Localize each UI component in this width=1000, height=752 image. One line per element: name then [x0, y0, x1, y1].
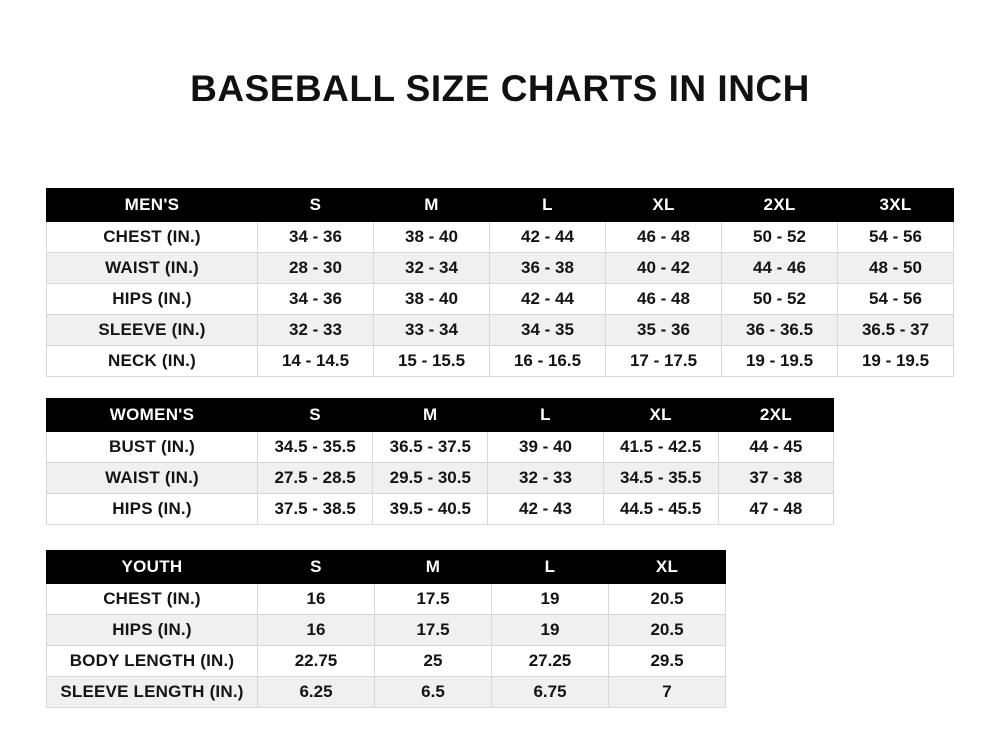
cell: 38 - 40	[374, 284, 490, 315]
table-row	[47, 646, 726, 677]
table-row	[47, 463, 834, 494]
row-label: HIPS (IN.)	[47, 284, 258, 315]
cell: 44.5 - 45.5	[603, 494, 718, 525]
cell: 32 - 34	[374, 253, 490, 284]
row-label: BODY LENGTH (IN.)	[47, 646, 258, 677]
cell: 20.5	[609, 584, 726, 615]
table-row	[47, 346, 954, 377]
cell: 47 - 48	[718, 494, 833, 525]
youth-size-header-l: L	[492, 551, 609, 584]
cell: 22.75	[258, 646, 375, 677]
table-row	[47, 494, 834, 525]
mens-size-header-xl: XL	[606, 189, 722, 222]
cell: 42 - 43	[488, 494, 603, 525]
page-title: BASEBALL SIZE CHARTS IN INCH	[190, 68, 810, 109]
mens-size-header-m: M	[374, 189, 490, 222]
cell: 42 - 44	[490, 222, 606, 253]
mens-table-body	[47, 222, 954, 377]
cell: 46 - 48	[606, 284, 722, 315]
cell: 16 - 16.5	[490, 346, 606, 377]
cell: 46 - 48	[606, 222, 722, 253]
cell: 16	[258, 615, 375, 646]
cell: 19	[492, 584, 609, 615]
cell: 38 - 40	[374, 222, 490, 253]
cell: 35 - 36	[606, 315, 722, 346]
womens-size-header-l: L	[488, 399, 603, 432]
row-label: HIPS (IN.)	[47, 615, 258, 646]
cell: 44 - 45	[718, 432, 833, 463]
youth-category-header: YOUTH	[47, 551, 258, 584]
mens-size-header-l: L	[490, 189, 606, 222]
cell: 27.25	[492, 646, 609, 677]
table-row	[47, 315, 954, 346]
cell: 29.5 - 30.5	[373, 463, 488, 494]
cell: 37.5 - 38.5	[258, 494, 373, 525]
cell: 14 - 14.5	[258, 346, 374, 377]
cell: 54 - 56	[838, 222, 954, 253]
cell: 39 - 40	[488, 432, 603, 463]
cell: 44 - 46	[722, 253, 838, 284]
youth-size-header-m: M	[375, 551, 492, 584]
row-label: SLEEVE (IN.)	[47, 315, 258, 346]
cell: 36.5 - 37	[838, 315, 954, 346]
cell: 19 - 19.5	[722, 346, 838, 377]
cell: 36 - 36.5	[722, 315, 838, 346]
row-label: BUST (IN.)	[47, 432, 258, 463]
table-header-row	[47, 189, 954, 222]
cell: 17.5	[375, 615, 492, 646]
mens-size-header-3xl: 3XL	[838, 189, 954, 222]
mens-category-header: MEN'S	[47, 189, 258, 222]
cell: 17.5	[375, 584, 492, 615]
mens-size-table	[46, 188, 954, 377]
cell: 6.75	[492, 677, 609, 708]
youth-table-body	[47, 584, 726, 708]
mens-table-header	[47, 189, 954, 222]
womens-category-header: WOMEN'S	[47, 399, 258, 432]
table-row	[47, 677, 726, 708]
cell: 27.5 - 28.5	[258, 463, 373, 494]
row-label: SLEEVE LENGTH (IN.)	[47, 677, 258, 708]
cell: 16	[258, 584, 375, 615]
cell: 25	[375, 646, 492, 677]
youth-table-header	[47, 551, 726, 584]
row-label: NECK (IN.)	[47, 346, 258, 377]
womens-size-header-s: S	[258, 399, 373, 432]
womens-table-header	[47, 399, 834, 432]
cell: 41.5 - 42.5	[603, 432, 718, 463]
table-row	[47, 584, 726, 615]
womens-table-body	[47, 432, 834, 525]
cell: 19	[492, 615, 609, 646]
cell: 29.5	[609, 646, 726, 677]
cell: 6.5	[375, 677, 492, 708]
cell: 28 - 30	[258, 253, 374, 284]
womens-size-header-m: M	[373, 399, 488, 432]
row-label: CHEST (IN.)	[47, 584, 258, 615]
cell: 36.5 - 37.5	[373, 432, 488, 463]
mens-size-header-2xl: 2XL	[722, 189, 838, 222]
cell: 7	[609, 677, 726, 708]
cell: 34 - 35	[490, 315, 606, 346]
row-label: CHEST (IN.)	[47, 222, 258, 253]
cell: 34.5 - 35.5	[258, 432, 373, 463]
table-row	[47, 432, 834, 463]
cell: 17 - 17.5	[606, 346, 722, 377]
table-row	[47, 615, 726, 646]
table-row	[47, 284, 954, 315]
row-label: WAIST (IN.)	[47, 253, 258, 284]
table-row	[47, 253, 954, 284]
cell: 15 - 15.5	[374, 346, 490, 377]
cell: 32 - 33	[258, 315, 374, 346]
cell: 32 - 33	[488, 463, 603, 494]
cell: 34.5 - 35.5	[603, 463, 718, 494]
mens-size-header-s: S	[258, 189, 374, 222]
womens-size-header-xl: XL	[603, 399, 718, 432]
cell: 6.25	[258, 677, 375, 708]
cell: 42 - 44	[490, 284, 606, 315]
cell: 40 - 42	[606, 253, 722, 284]
cell: 34 - 36	[258, 284, 374, 315]
table-header-row	[47, 399, 834, 432]
cell: 50 - 52	[722, 284, 838, 315]
youth-size-header-s: S	[258, 551, 375, 584]
cell: 39.5 - 40.5	[373, 494, 488, 525]
row-label: HIPS (IN.)	[47, 494, 258, 525]
cell: 33 - 34	[374, 315, 490, 346]
cell: 54 - 56	[838, 284, 954, 315]
cell: 34 - 36	[258, 222, 374, 253]
table-row	[47, 222, 954, 253]
cell: 19 - 19.5	[838, 346, 954, 377]
cell: 36 - 38	[490, 253, 606, 284]
table-header-row	[47, 551, 726, 584]
cell: 50 - 52	[722, 222, 838, 253]
youth-size-header-xl: XL	[609, 551, 726, 584]
cell: 20.5	[609, 615, 726, 646]
cell: 37 - 38	[718, 463, 833, 494]
cell: 48 - 50	[838, 253, 954, 284]
womens-size-table	[46, 398, 834, 525]
row-label: WAIST (IN.)	[47, 463, 258, 494]
youth-size-table	[46, 550, 726, 708]
womens-size-header-2xl: 2XL	[718, 399, 833, 432]
